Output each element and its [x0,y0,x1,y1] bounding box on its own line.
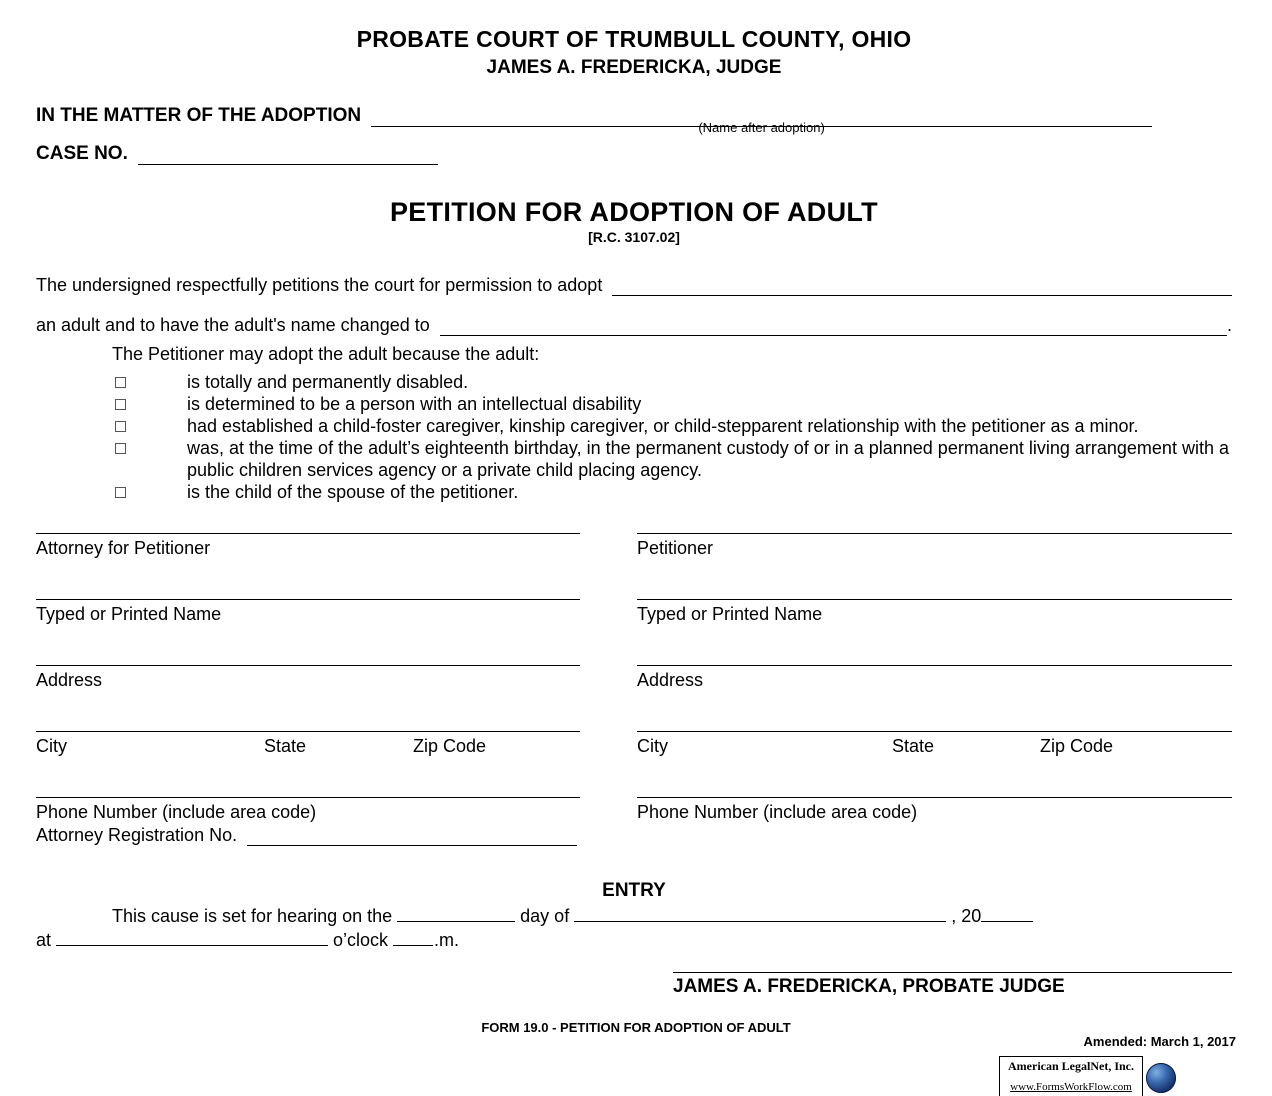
statute-reference: [R.C. 3107.02] [588,229,680,245]
judge-signature-label: JAMES A. FREDERICKA, PROBATE JUDGE [673,976,1065,997]
entry-section [36,880,1232,998]
hearing-time-blank [56,932,328,946]
case-number-blank [138,154,438,165]
phone-label: Phone Number (include area code) [637,802,918,822]
day-of-label: day of [520,906,570,926]
city-label: City [36,736,67,756]
petition-body [36,275,1232,503]
reason-item [115,481,1232,503]
attorney-typed-name-line [36,599,580,600]
attorney-address-line [36,665,580,666]
phone-label: Phone Number (include area code) [36,802,317,822]
hearing-prefix: This cause is set for hearing on the [112,906,393,926]
typed-name-label: Typed or Printed Name [36,604,222,624]
entry-heading: ENTRY [602,880,666,901]
globe-icon [1146,1063,1176,1093]
entry-text [36,904,1232,952]
vendor-box [999,1056,1143,1096]
checkbox-icon [115,421,126,432]
amended-date: Amended: March 1, 2017 [1083,1034,1236,1049]
hearing-meridiem-blank [393,932,433,946]
form-title-block [36,197,1232,245]
oclock-label: o’clock [333,930,389,950]
city-label: City [637,736,668,756]
typed-name-label: Typed or Printed Name [637,604,823,624]
court-name: PROBATE COURT OF TRUMBULL COUNTY, OHIO [356,26,912,52]
attorney-city-state-zip-line [36,731,580,732]
case-row [36,143,1232,165]
vendor-stamp [999,1056,1176,1096]
judge-signature-block [673,972,1232,998]
checkbox-icon [115,399,126,410]
attorney-signature-column [36,533,580,846]
petition-line-2-text: an adult and to have the adult's name changed to [36,315,430,335]
hearing-year-blank [981,908,1033,922]
petitioner-address-line [637,665,1232,666]
at-label: at [36,930,52,950]
registration-label: Attorney Registration No. [36,825,238,845]
reasons-list [115,371,1232,503]
attorney-phone-line [36,797,580,798]
hearing-day-blank [397,908,515,922]
petitioner-typed-name-line [637,599,1232,600]
reason-item [115,437,1232,481]
signature-section [36,533,1232,846]
reason-text: had established a child-foster caregiver, kinship caregiver, or child-stepparent relationship with the petitioner as a minor. [187,416,1139,436]
state-label: State [264,736,307,756]
vendor-name: American LegalNet, Inc. [1008,1059,1134,1073]
reason-item [115,371,1232,393]
petition-line-2-period: . [1226,315,1232,335]
reason-text: is totally and permanently disabled. [187,372,469,392]
vendor-url-link[interactable]: www.FormsWorkFlow.com [1010,1081,1132,1093]
petitioner-signature-column [637,533,1232,846]
matter-hint: (Name after adoption) [698,120,825,135]
case-caption [36,105,1232,165]
reason-text: is determined to be a person with an intellectual disability [187,394,642,414]
form-id: FORM 19.0 - PETITION FOR ADOPTION OF ADULT [481,1020,791,1035]
document-header [36,26,1232,79]
new-name-blank [440,325,1227,336]
registration-blank [247,835,577,846]
zip-label: Zip Code [1040,736,1114,756]
year-prefix: , 20 [951,906,982,926]
petition-line-2 [36,315,1232,336]
petitioner-signature-line [637,533,1232,534]
hearing-month-blank [574,908,946,922]
petition-line-1-text: The undersigned respectfully petitions the court for permission to adopt [36,275,603,295]
adoptee-name-blank [612,285,1232,296]
petition-line-1 [36,275,1232,296]
reason-text: is the child of the spouse of the petitioner. [187,482,519,502]
checkbox-icon [115,377,126,388]
state-label: State [892,736,935,756]
judge-signature-line [673,972,1232,973]
matter-row [36,105,1232,135]
meridiem-label: .m. [434,930,460,950]
attorney-role-label: Attorney for Petitioner [36,538,211,558]
reason-item [115,415,1232,437]
checkbox-icon [115,443,126,454]
form-title: PETITION FOR ADOPTION OF ADULT [390,197,878,227]
reason-item [115,393,1232,415]
reasons-intro: The Petitioner may adopt the adult because the adult: [112,344,540,364]
petitioner-city-state-zip-line [637,731,1232,732]
zip-label: Zip Code [413,736,487,756]
petitioner-role-label: Petitioner [637,538,714,558]
matter-label: IN THE MATTER OF THE ADOPTION [36,105,362,126]
judge-name: JAMES A. FREDERICKA, JUDGE [486,57,782,78]
checkbox-icon [115,487,126,498]
attorney-signature-line [36,533,580,534]
reason-text: was, at the time of the adult’s eighteenth birthday, in the permanent custody of or in a planned permanent living arrangement with a public children services agency or a private child placing agency. [187,438,1229,480]
address-label: Address [36,670,103,690]
address-label: Address [637,670,704,690]
petitioner-phone-line [637,797,1232,798]
matter-blank [371,116,1152,135]
case-number-label: CASE NO. [36,143,128,164]
